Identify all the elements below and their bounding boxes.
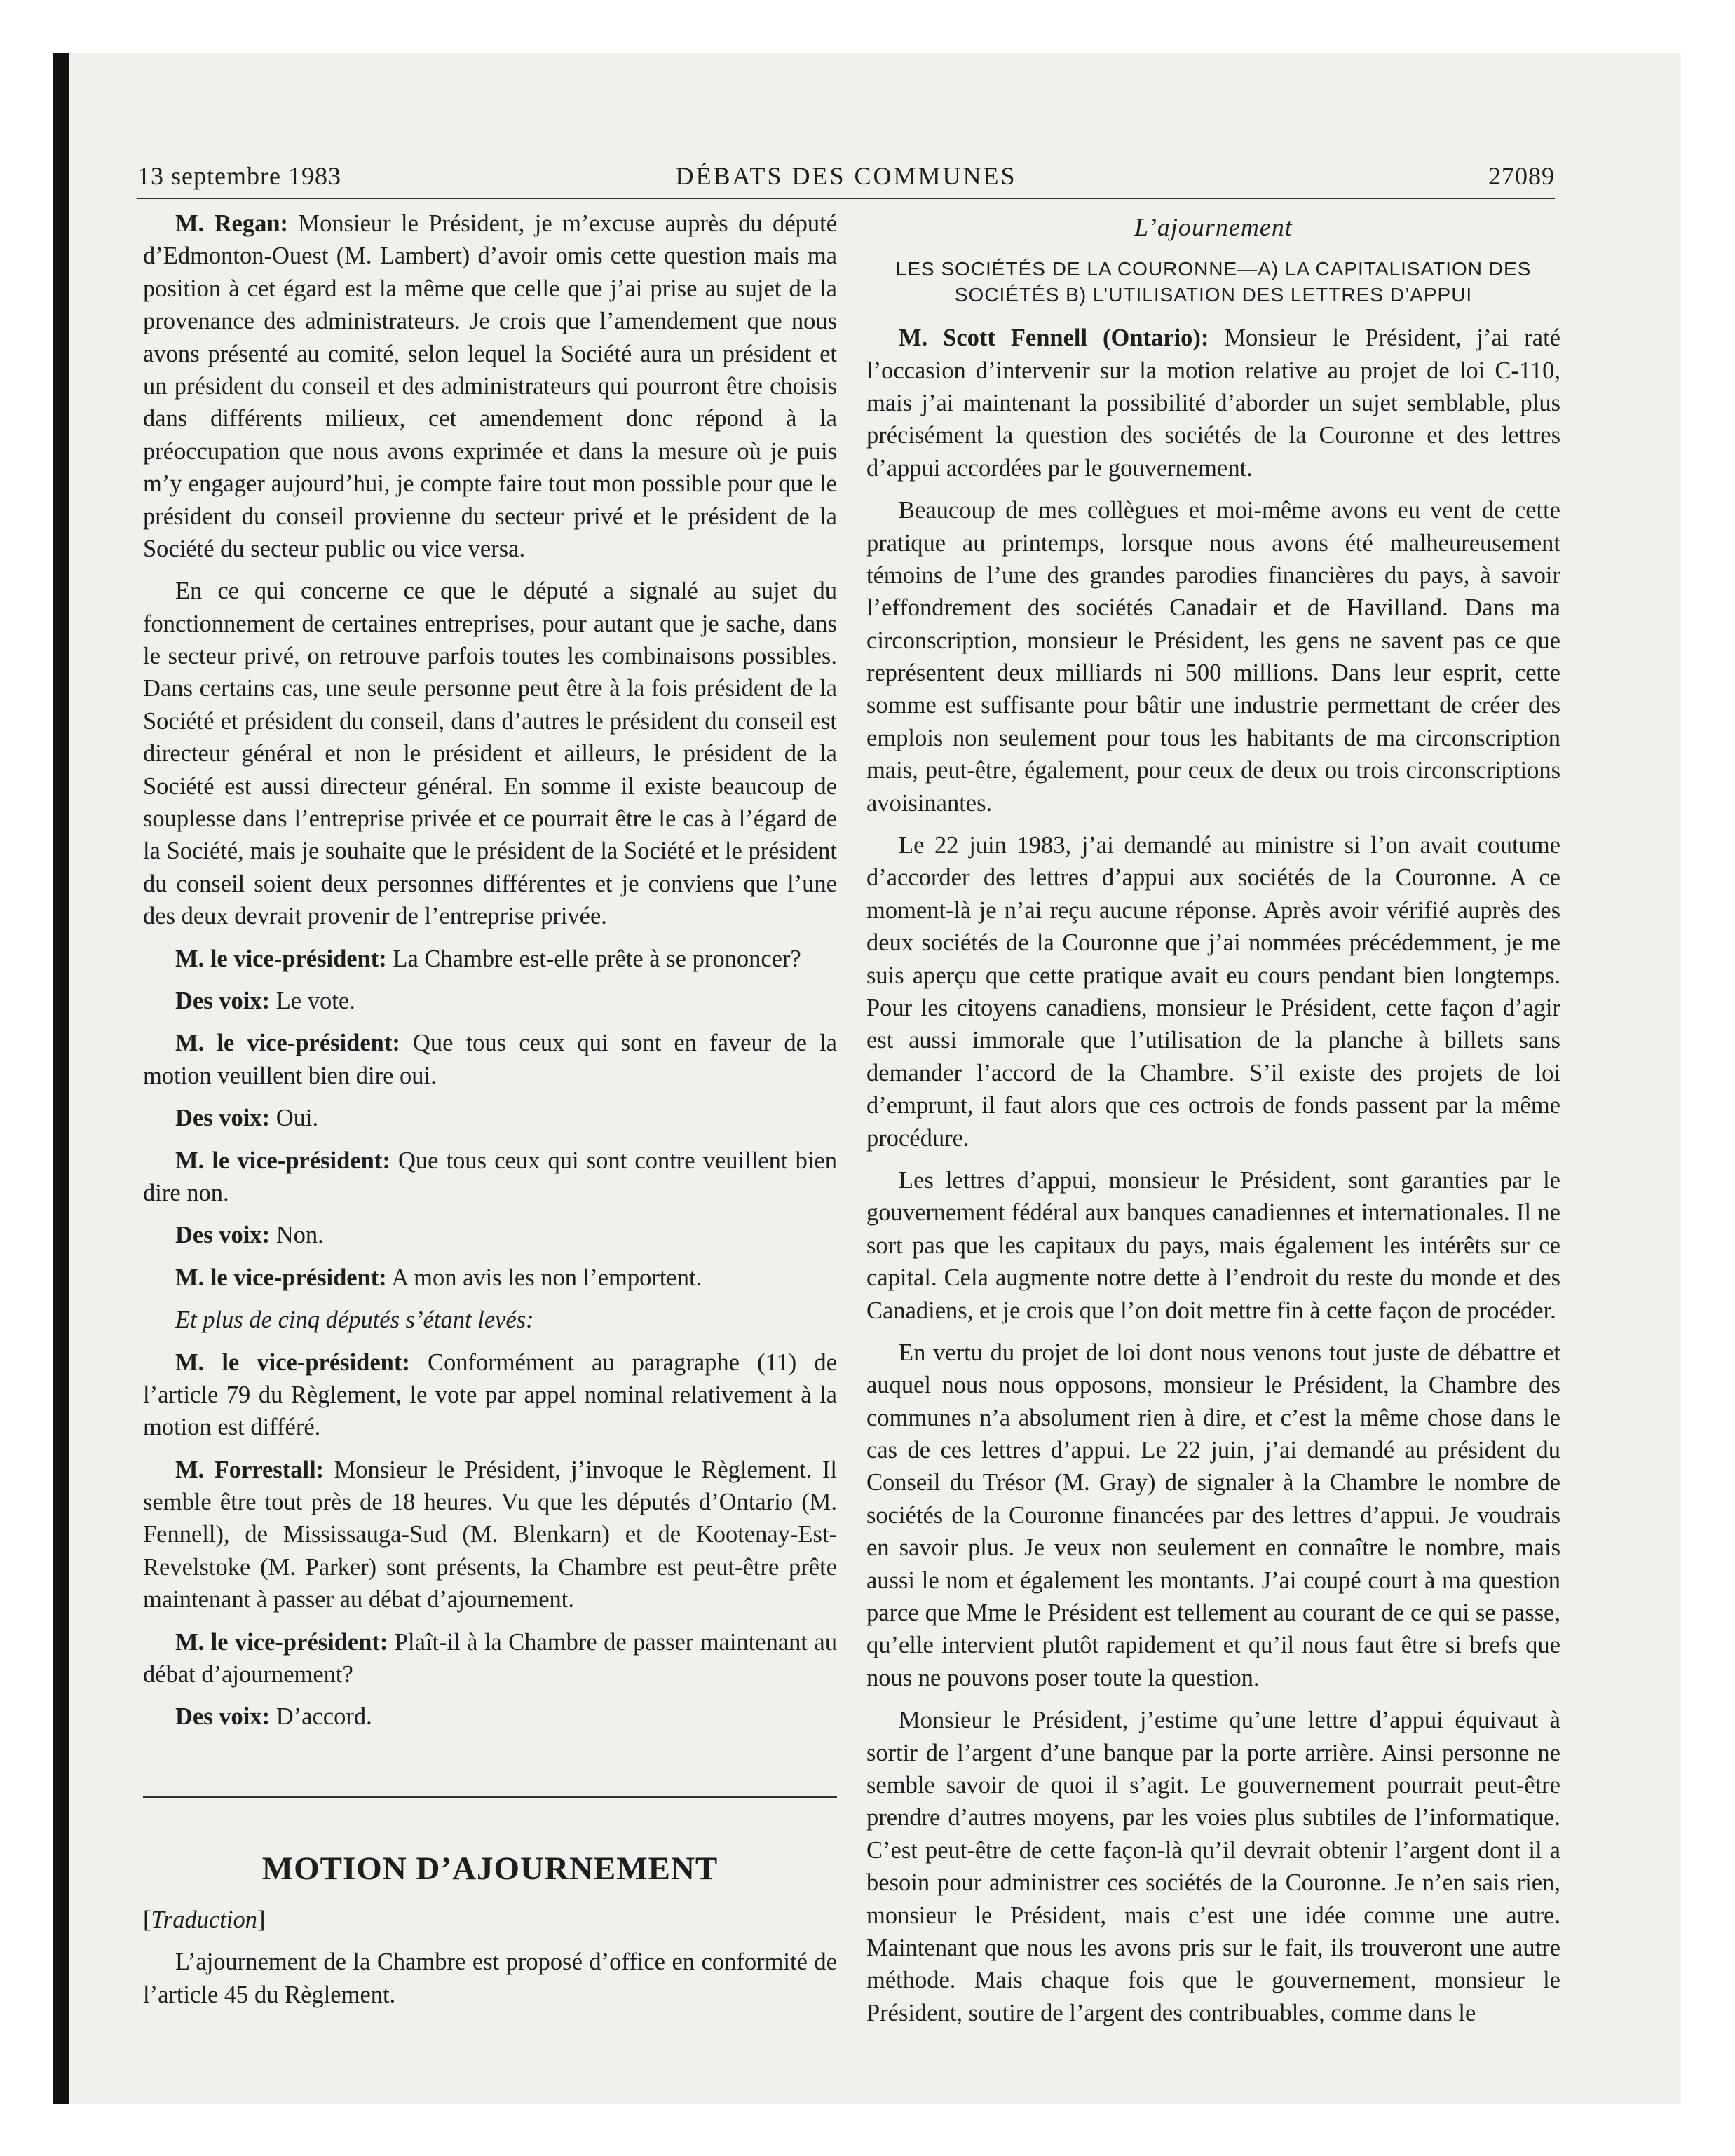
speaker-name: Des voix: [175, 1105, 271, 1132]
paragraph [866, 494, 1560, 819]
speaker-name: M. Regan: [175, 210, 288, 237]
speaker-name: M. le vice-président: [175, 1030, 400, 1057]
speaker-name: M. le vice-président: [175, 945, 387, 972]
speaker-name: Des voix: [175, 987, 271, 1014]
paragraph [866, 1337, 1560, 1694]
left-paragraphs [143, 207, 837, 1294]
paragraph [143, 207, 837, 565]
right-column [866, 207, 1560, 2039]
paragraph [143, 575, 837, 932]
paragraph-text: Plaît-il à la Chambre de passer maintenant au débat d’ajournement? [143, 1628, 837, 1688]
section-subtitle-line1: LES SOCIÉTÉS DE LA COURONNE—A) LA CAPITALISATION DES [895, 258, 1532, 280]
paragraph [866, 1164, 1560, 1327]
scan-edge-bar [53, 53, 69, 2104]
paragraph-text: Que tous ceux qui sont en faveur de la motion veuillent bien dire oui. [143, 1030, 837, 1089]
paragraph [143, 943, 837, 975]
paragraph [143, 1102, 837, 1134]
speaker-name: M. Forrestall: [175, 1456, 325, 1483]
paragraph [143, 1219, 837, 1251]
paragraph [866, 1704, 1560, 2029]
paragraph-text: Le 22 juin 1983, j’ai demandé au ministre si l’on avait coutume d’accorder des lettres d’appui aux sociétés de la Couronne. A ce moment-là je n’ai reçu aucune réponse. Après avoir vérifié auprès des deux sociétés de la Couronne que j’ai nommées précédemment, je me suis aperçu que cette pratique avait eu cours pendant bien longtemps. Pour les citoyens canadiens, monsieur le Président, cette façon d’agir est aussi immorale que l’utilisation de la planche à billets sans demander l’accord de la Chambre. S’il existe des projets de loi d’emprunt, il faut alors que ces octrois de fonds passent par la même procédure. [866, 832, 1560, 1152]
paragraph-text: Que tous ceux qui sont contre veuillent bien dire non. [143, 1147, 837, 1206]
left-paragraphs-2 [143, 1346, 837, 1733]
section-title: L’ajournement [1134, 213, 1293, 241]
paragraph-text: En vertu du projet de loi dont nous venons tout juste de débattre et auquel nous nous opposons, monsieur le Président, la Chambre des communes n’a absolument rien à dire, et c’est la même chose dans le cas de ces lettres d’appui. Le 22 juin, j’ai demandé au président du Conseil du Trésor (M. Gray) de signaler à la Chambre le nombre de sociétés de la Couronne financées par des lettres d’appui. Je voudrais en savoir plus. Je veux non seulement en connaître le nombre, mais aussi le nom et également les montants. J’ai coupé court à ma question parce que Mme le Président est tellement au courant de ce qui se passe, qu’elle intervient plutôt rapidement et qu’il nous faut être si brefs que nous ne pouvons poser toute la question. [866, 1339, 1560, 1691]
paragraph-text: Monsieur le Président, j’estime qu’une lettre d’appui équivaut à sortir de l’argent d’une banque par la porte arrière. Ainsi personne ne semble savoir de quoi il s’agit. Le gouvernement pourrait peut-être prendre d’autres moyens, par les voies plus subtiles de l’informatique. C’est peut-être de cette façon-là qu’il devrait obtenir l’argent dont il a besoin pour administrer ces sociétés de la Couronne. Je n’en sais rien, monsieur le Président, mais c’est une idée comme une autre. Maintenant que nous les avons pris sur le fait, ils trouveront une autre méthode. Mais chaque fois que le gouvernement, monsieur le Président, soutire de l’argent des contribuables, comme dans le [866, 1707, 1560, 2026]
paragraph-text: Les lettres d’appui, monsieur le Président, sont garanties par le gouvernement fédéral aux banques canadiennes et internationales. Il ne sort pas que les capitaux du pays, mais également les intérêts sur ce capital. Cela augmente notre dette à l’endroit du reste du monde et des Canadiens, et je crois que l’on doit mettre fin à cette façon de procéder. [866, 1166, 1560, 1324]
paragraph-text: Beaucoup de mes collègues et moi-même avons eu vent de cette pratique au printemps, lorsque nous avons été malheureusement témoins de l’une des grandes parodies financières du pays, à savoir l’effondrement des sociétés Canadair et de Havilland. Dans ma circonscription, monsieur le Président, les gens ne savent pas ce que représentent deux milliards ni 500 millions. Dans leur esprit, cette somme est suffisante pour bâtir une industrie permettant de créer des emplois non seulement pour tous les habitants de ma circonscription mais, peut-être, également, pour ceux de deux ou trois circonscriptions avoisinantes. [866, 497, 1560, 817]
paragraph [143, 1027, 837, 1092]
translation-note-text: Traduction [151, 1906, 257, 1933]
paragraph-text: D’accord. [270, 1703, 372, 1731]
header-date: 13 septembre 1983 [137, 162, 341, 190]
paragraph [143, 1346, 837, 1444]
speaker-name: M. Scott Fennell (Ontario): [899, 325, 1209, 352]
paragraph-text: Conformément au paragraphe (11) de l’article 79 du Règlement, le vote par appel nominal relativement à la motion est différé. [143, 1349, 837, 1441]
section-rule [143, 1796, 837, 1798]
paragraph [866, 829, 1560, 1154]
paragraph [143, 1454, 837, 1616]
paragraph-text: A mon avis les non l’emportent. [386, 1264, 702, 1291]
paragraph [866, 322, 1560, 484]
section-subtitle-line2: SOCIÉTÉS B) L’UTILISATION DES LETTRES D’APPUI [954, 283, 1473, 306]
paragraph [143, 985, 837, 1017]
speaker-name: Des voix: [175, 1222, 271, 1249]
motion-text: L’ajournement de la Chambre est proposé d’office en conformité de l’article 45 du Règlement. [143, 1949, 837, 2008]
right-paragraphs [866, 322, 1560, 2029]
left-column [143, 207, 837, 2021]
speaker-name: M. le vice-président: [175, 1349, 410, 1376]
paragraph-text: Monsieur le Président, j’ai raté l’occasion d’intervenir sur la motion relative au projet de loi C-110, mais j’ai maintenant la possibilité d’aborder un sujet semblable, plus précisément la question des sociétés de la Couronne et des lettres d’appui accordées par le gouvernement. [866, 325, 1560, 482]
paragraph [143, 1700, 837, 1733]
paragraph-text: En ce qui concerne ce que le député a signalé au sujet du fonctionnement de certaines entreprises, pour autant que je sache, dans le secteur privé, on retrouve parfois toutes les combinaisons possibles. Dans certains cas, une seule personne peut être à la fois président de la Société et président du conseil, dans d’autres le président du conseil est directeur général et non le président et ailleurs, le président de la Société est aussi directeur général. En somme il existe beaucoup de souplesse dans l’entreprise privée et ce pourrait être le cas à l’égard de la Société, mais je souhaite que le président de la Société et le président du conseil soient deux personnes différentes et je conviens que l’une des deux devrait provenir de l’entreprise privée. [143, 578, 837, 930]
paragraph-text: Monsieur le Président, j’invoque le Règlement. Il semble être tout près de 18 heures. Vu que les députés d’Ontario (M. Fennell), de Mississauga-Sud (M. Blenkarn) et de Kootenay-Est-Revelstoke (M. Parker) sont présents, la Chambre est peut-être prête maintenant à passer au débat d’ajournement. [143, 1456, 837, 1613]
header-page-number: 27089 [1488, 162, 1555, 190]
paragraph [143, 1626, 837, 1691]
paragraph-text: Le vote. [270, 987, 355, 1014]
speaker-name: M. le vice-président: [175, 1628, 388, 1656]
paragraph-text: La Chambre est-elle prête à se prononcer? [386, 945, 801, 972]
header-title: DÉBATS DES COMMUNES [675, 162, 1017, 190]
stage-direction: Et plus de cinq députés s’étant levés: [175, 1306, 534, 1334]
translation-note: [Traduction] [143, 1906, 266, 1933]
running-head [137, 158, 1555, 199]
speaker-name: M. le vice-président: [175, 1147, 390, 1174]
speaker-name: M. le vice-président: [175, 1264, 387, 1291]
paragraph [143, 1262, 837, 1294]
paragraph-text: Monsieur le Président, je m’excuse auprès du député d’Edmonton-Ouest (M. Lambert) d’avoir omis cette question mais ma position à cet égard est la même que celle que j’ai prise au sujet de la provenance des administrateurs. Je crois que l’amendement que nous avons présenté au comité, selon lequel la Société aura un président et un président du conseil et des administrateurs qui pourront être choisis dans différents milieux, cet amendement donc répond à la préoccupation que nous avons exprimée et dans la mesure où je puis m’y engager aujourd’hui, je compte faire tout mon possible pour que le président du conseil provienne du secteur privé et le président de la Société du secteur public ou vice versa. [143, 210, 837, 562]
section-subtitle [866, 257, 1560, 308]
speaker-name: Des voix: [175, 1703, 271, 1731]
paragraph-text: Oui. [270, 1105, 319, 1132]
paragraph [143, 1145, 837, 1210]
motion-title: MOTION D’AJOURNEMENT [261, 1850, 719, 1887]
paragraph-text: Non. [270, 1222, 324, 1249]
